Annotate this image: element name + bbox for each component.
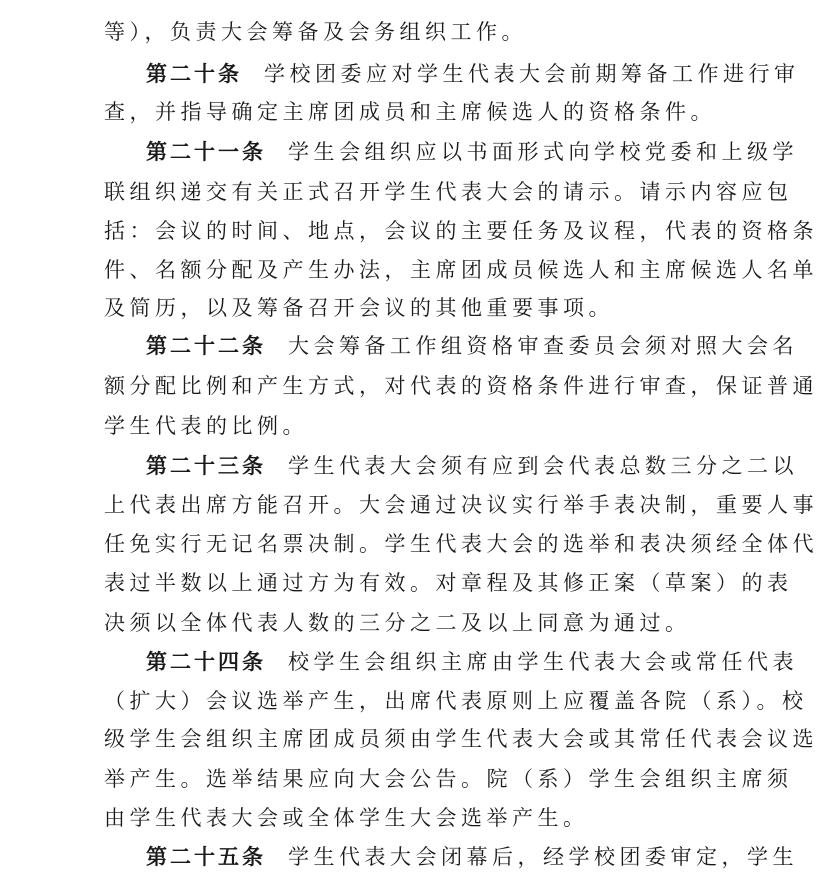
text-line: 查，并指导确定主席团成员和主席候选人的资格条件。 bbox=[104, 100, 716, 124]
article-number: 第二十五条 bbox=[146, 845, 266, 869]
text-line: 额分配比例和产生方式，对代表的资格条件进行审查，保证普通 bbox=[104, 374, 818, 398]
article-24-heading-line: 第二十四条 校学生会组织主席由学生代表大会或常任代表 bbox=[146, 650, 798, 674]
text-line: 学生代表的比例。 bbox=[104, 414, 308, 438]
article-20-heading-line: 第二十条 学校团委应对学生代表大会前期筹备工作进行审 bbox=[146, 62, 800, 86]
text-line: 件、名额分配及产生办法，主席团成员候选人和主席候选人名单 bbox=[104, 258, 818, 282]
text-line: 由学生代表大会或全体学生大会选举产生。 bbox=[104, 806, 589, 830]
article-number: 第二十一条 bbox=[146, 140, 266, 164]
text-line: 及简历，以及筹备召开会议的其他重要事项。 bbox=[104, 296, 614, 320]
article-23-heading-line: 第二十三条 学生代表大会须有应到会代表总数三分之二以 bbox=[146, 454, 798, 478]
article-number: 第二十三条 bbox=[146, 454, 266, 478]
article-number: 第二十条 bbox=[146, 62, 242, 86]
text-line: （扩大）会议选举产生，出席代表原则上应覆盖各院（系）。校 bbox=[104, 689, 808, 713]
text-line: 上代表出席方能召开。大会通过决议实行举手表决制，重要人事 bbox=[104, 493, 818, 517]
text-line: 级学生会组织主席团成员须由学生代表大会或其常任代表会议选 bbox=[104, 727, 818, 751]
article-number: 第二十四条 bbox=[146, 650, 266, 674]
article-25-heading-line: 第二十五条 学生代表大会闭幕后，经学校团委审定，学生 bbox=[146, 845, 798, 869]
text-line: 任免实行无记名票决制。学生代表大会的选举和表决须经全体代 bbox=[104, 532, 818, 556]
article-22-heading-line: 第二十二条 大会筹备工作组资格审查委员会须对照大会名 bbox=[146, 334, 798, 358]
text-line: 决须以全体代表人数的三分之二及以上同意为通过。 bbox=[104, 611, 691, 635]
text-line: 等），负责大会筹备及会务组织工作。 bbox=[104, 20, 527, 44]
text-line: 联组织递交有关正式召开学生代表大会的请示。请示内容应包 bbox=[104, 180, 793, 204]
text-line: 括：会议的时间、地点，会议的主要任务及议程，代表的资格条 bbox=[104, 219, 818, 243]
text-line: 举产生。选举结果应向大会公告。院（系）学生会组织主席须 bbox=[104, 767, 793, 791]
text-line: 表过半数以上通过方为有效。对章程及其修正案（草案）的表 bbox=[104, 571, 793, 595]
article-number: 第二十二条 bbox=[146, 334, 266, 358]
article-21-heading-line: 第二十一条 学生会组织应以书面形式向学校党委和上级学 bbox=[146, 140, 798, 164]
